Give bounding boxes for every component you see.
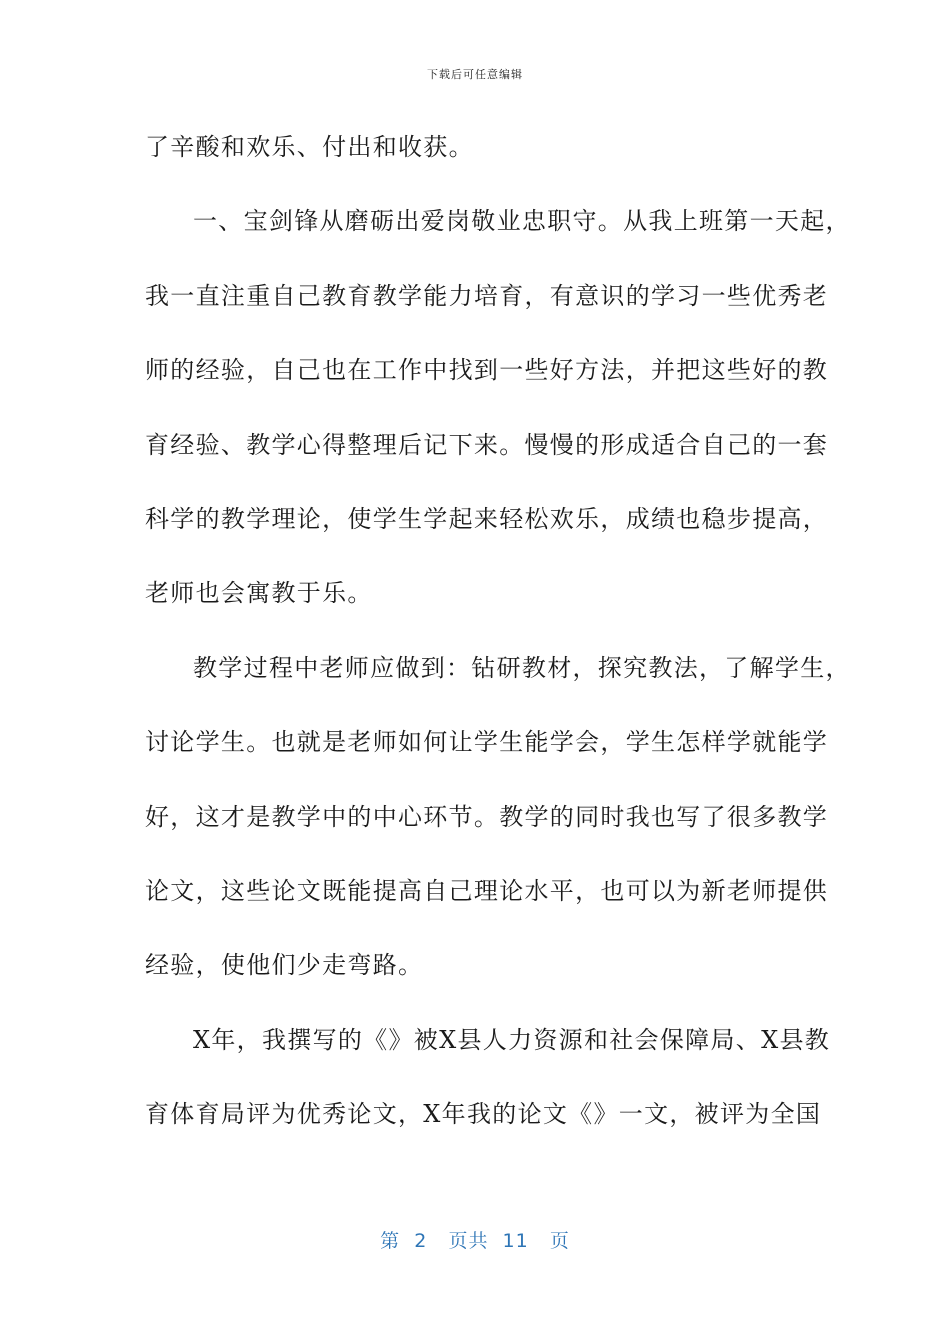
body-line: 师的经验，自己也在工作中找到一些好方法，并把这些好的教 (145, 356, 829, 385)
body-line: 好，这才是教学中的中心环节。教学的同时我也写了很多教学 (145, 802, 829, 831)
body-line: 讨论学生。也就是老师如何让学生能学会，学生怎样学就能学 (145, 728, 829, 757)
page-number-footer: 第 2 页共 11 页 (380, 1230, 570, 1252)
body-line: 育体育局评为优秀论文，X年我的论文《》一文，被评为全国 (145, 1100, 822, 1129)
body-line: 教学过程中老师应做到：钻研教材，探究教法，了解学生， (193, 653, 851, 682)
page-header-note: 下载后可任意编辑 (427, 68, 523, 81)
body-line: X年，我撰写的《》被X县人力资源和社会保障局、X县教 (193, 1025, 831, 1054)
body-line: 了辛酸和欢乐、付出和收获。 (145, 133, 474, 161)
body-line: 育经验、教学心得整理后记下来。慢慢的形成适合自己的一套 (145, 430, 829, 459)
body-line: 老师也会寓教于乐。 (145, 579, 373, 608)
body-line: 论文，这些论文既能提高自己理论水平，也可以为新老师提供 (145, 876, 829, 905)
document-body (145, 124, 851, 1165)
body-line: 我一直注重自己教育教学能力培育，有意识的学习一些优秀老 (145, 281, 829, 310)
body-line: 一、宝剑锋从磨砺出爱岗敬业忠职守。从我上班第一天起， (193, 207, 851, 236)
body-line: 经验，使他们少走弯路。 (145, 951, 424, 980)
body-line: 科学的教学理论，使学生学起来轻松欢乐，成绩也稳步提高， (145, 504, 829, 533)
